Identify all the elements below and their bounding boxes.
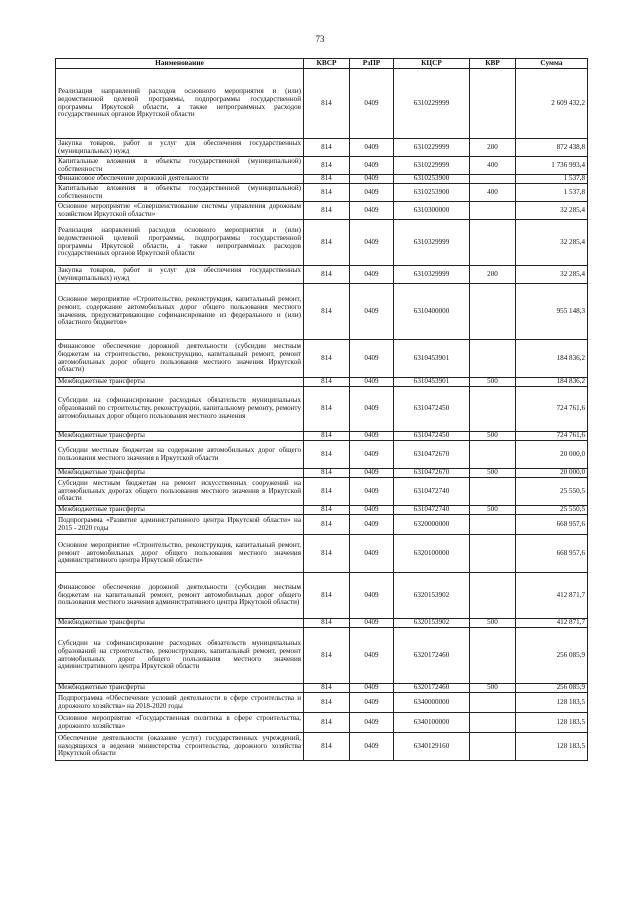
cell-rzpr: 0409: [350, 713, 394, 733]
cell-rzpr: 0409: [350, 441, 394, 469]
cell-sum: 25 550,5: [516, 478, 588, 506]
cell-rzpr: 0409: [350, 733, 394, 761]
cell-sum: 25 550,5: [516, 506, 588, 515]
budget-table: [55, 58, 588, 761]
cell-kvsr: 814: [304, 202, 350, 220]
cell-rzpr: 0409: [350, 478, 394, 506]
cell-sum: 128 183,5: [516, 733, 588, 761]
cell-name: Основное мероприятие «Строительство, реконструкция, капитальный ремонт, ремонт, содержание автомобильных дорог общего пользования местного значения, предусматривающие софинансирование из федерального и (или) областного бюджетов»: [56, 284, 304, 340]
table-row: [56, 157, 588, 175]
cell-name: Субсидии местным бюджетам на содержание автомобильных дорог общего пользования местного значения в Иркутской области: [56, 441, 304, 469]
page-number: 73: [315, 34, 325, 44]
cell-kcsr: 6310472670: [394, 441, 470, 469]
cell-name: Капитальные вложения в объекты государственной (муниципальной) собственности: [56, 184, 304, 202]
cell-kvsr: 814: [304, 478, 350, 506]
table-row: [56, 69, 588, 139]
cell-sum: 2 609 432,2: [516, 69, 588, 139]
cell-kcsr: 6310472670: [394, 469, 470, 478]
cell-kcsr: 6310453901: [394, 340, 470, 378]
cell-kvr: 500: [470, 432, 516, 441]
table-row: [56, 340, 588, 378]
cell-kvsr: 814: [304, 441, 350, 469]
cell-kvr: [470, 441, 516, 469]
cell-name: Межбюджетные трансферты: [56, 378, 304, 387]
table-row: [56, 175, 588, 184]
cell-kvr: [470, 478, 516, 506]
cell-kcsr: 6310229999: [394, 69, 470, 139]
table-row: [56, 387, 588, 432]
cell-rzpr: 0409: [350, 628, 394, 684]
header-sum: Сумма: [516, 59, 588, 69]
cell-name: Финансовое обеспечение дорожной деятельности: [56, 175, 304, 184]
cell-rzpr: 0409: [350, 378, 394, 387]
cell-name: Закупка товаров, работ и услуг для обеспечения государственных (муниципальных) нужд: [56, 266, 304, 284]
cell-kvr: 500: [470, 684, 516, 693]
cell-kvr: [470, 733, 516, 761]
cell-kvr: [470, 515, 516, 535]
cell-sum: 256 085,9: [516, 628, 588, 684]
cell-sum: 955 148,3: [516, 284, 588, 340]
cell-kcsr: 6320172460: [394, 628, 470, 684]
cell-rzpr: 0409: [350, 573, 394, 619]
table-row: [56, 619, 588, 628]
cell-rzpr: 0409: [350, 340, 394, 378]
cell-kcsr: 6310329999: [394, 266, 470, 284]
cell-name: Финансовое обеспечение дорожной деятельности (субсидии местным бюджетам на строительство, реконструкцию, капитальный ремонт, ремонт автомобильных дорог общего пользования местного значения Иркутской области): [56, 340, 304, 378]
cell-rzpr: 0409: [350, 157, 394, 175]
cell-kvr: [470, 693, 516, 713]
header-kvr: КВР: [470, 59, 516, 69]
cell-name: Межбюджетные трансферты: [56, 432, 304, 441]
cell-name: Межбюджетные трансферты: [56, 506, 304, 515]
cell-name: Межбюджетные трансферты: [56, 619, 304, 628]
cell-kvr: [470, 69, 516, 139]
cell-rzpr: 0409: [350, 175, 394, 184]
cell-name: Межбюджетные трансферты: [56, 469, 304, 478]
cell-name: Капитальные вложения в объекты государственной (муниципальной) собственности: [56, 157, 304, 175]
cell-kcsr: 6340000000: [394, 693, 470, 713]
cell-name: Субсидии местным бюджетам на ремонт искусственных сооружений на автомобильных дорогах общего пользования местного значения в Иркутской области: [56, 478, 304, 506]
cell-kcsr: 6320153902: [394, 573, 470, 619]
cell-rzpr: 0409: [350, 619, 394, 628]
cell-kvr: [470, 175, 516, 184]
cell-kvsr: 814: [304, 535, 350, 573]
cell-sum: 724 761,6: [516, 387, 588, 432]
cell-kcsr: 6320153902: [394, 619, 470, 628]
cell-sum: 20 000,0: [516, 469, 588, 478]
cell-kvr: 500: [470, 378, 516, 387]
cell-rzpr: 0409: [350, 684, 394, 693]
cell-name: Обеспечение деятельности (оказание услуг) государственных учреждений, находящихся в ведении министерства строительства, дорожного хозяйства Иркутской области: [56, 733, 304, 761]
table-row: [56, 378, 588, 387]
table-row: [56, 478, 588, 506]
cell-sum: 724 761,6: [516, 432, 588, 441]
cell-kvsr: 814: [304, 619, 350, 628]
cell-kcsr: 6310400000: [394, 284, 470, 340]
cell-rzpr: 0409: [350, 387, 394, 432]
cell-kcsr: 6340129160: [394, 733, 470, 761]
cell-rzpr: 0409: [350, 693, 394, 713]
cell-kvr: 400: [470, 184, 516, 202]
cell-kvsr: 814: [304, 628, 350, 684]
cell-kvsr: 814: [304, 69, 350, 139]
cell-kvsr: 814: [304, 573, 350, 619]
table-row: [56, 693, 588, 713]
cell-kvsr: 814: [304, 733, 350, 761]
cell-name: Реализация направлений расходов основного мероприятия и (или) ведомственной целевой программы, подпрограммы государственной программы Иркутской области, а также непрограммных расходов государственных органов Иркутской области: [56, 69, 304, 139]
cell-kvr: [470, 713, 516, 733]
cell-kvsr: 814: [304, 469, 350, 478]
cell-kvsr: 814: [304, 693, 350, 713]
cell-kvsr: 814: [304, 340, 350, 378]
cell-kcsr: 6320000000: [394, 515, 470, 535]
cell-rzpr: 0409: [350, 184, 394, 202]
cell-kcsr: 6310253900: [394, 175, 470, 184]
cell-kcsr: 6310472450: [394, 432, 470, 441]
cell-name: Субсидии на софинансирование расходных обязательств муниципальных образований по строительству, реконструкции, капитальному ремонту, ремонту автомобильных дорог общего пользования местного значения: [56, 387, 304, 432]
cell-rzpr: 0409: [350, 220, 394, 266]
table-row: [56, 184, 588, 202]
cell-kvr: [470, 340, 516, 378]
cell-name: Реализация направлений расходов основного мероприятия и (или) ведомственной целевой программы, подпрограммы государственной программы Иркутской области, а также непрограммных расходов государственных органов Иркутской области: [56, 220, 304, 266]
cell-kcsr: 6310472740: [394, 478, 470, 506]
cell-kcsr: 6310253900: [394, 184, 470, 202]
table-row: [56, 573, 588, 619]
cell-sum: 872 438,8: [516, 139, 588, 157]
table-row: [56, 432, 588, 441]
cell-name: Закупка товаров, работ и услуг для обеспечения государственных (муниципальных) нужд: [56, 139, 304, 157]
cell-kvr: [470, 628, 516, 684]
cell-kvr: [470, 202, 516, 220]
table-row: [56, 535, 588, 573]
cell-sum: 128 183,5: [516, 713, 588, 733]
cell-kvr: 500: [470, 506, 516, 515]
cell-kvsr: 814: [304, 515, 350, 535]
cell-rzpr: 0409: [350, 515, 394, 535]
header-rzpr: РзПР: [350, 59, 394, 69]
cell-kvsr: 814: [304, 284, 350, 340]
cell-sum: 256 085,9: [516, 684, 588, 693]
cell-sum: 668 957,6: [516, 515, 588, 535]
cell-kcsr: 6310472740: [394, 506, 470, 515]
cell-kcsr: 6310229999: [394, 139, 470, 157]
cell-kvsr: 814: [304, 378, 350, 387]
cell-name: Подпрограмма «Развитие административного центра Иркутской области» на 2015 - 2020 годы: [56, 515, 304, 535]
cell-sum: 668 957,6: [516, 535, 588, 573]
table-row: [56, 628, 588, 684]
cell-name: Межбюджетные трансферты: [56, 684, 304, 693]
cell-kcsr: 6310229999: [394, 157, 470, 175]
cell-rzpr: 0409: [350, 139, 394, 157]
cell-name: Подпрограмма «Обеспечение условий деятельности в сфере строительства и дорожного хозяйства» на 2018-2020 годы: [56, 693, 304, 713]
cell-sum: 1 537,8: [516, 175, 588, 184]
table-row: [56, 441, 588, 469]
cell-rzpr: 0409: [350, 432, 394, 441]
table-row: [56, 266, 588, 284]
cell-rzpr: 0409: [350, 202, 394, 220]
cell-kcsr: 6320172460: [394, 684, 470, 693]
cell-kvsr: 814: [304, 184, 350, 202]
cell-kvsr: 814: [304, 506, 350, 515]
cell-kvsr: 814: [304, 220, 350, 266]
cell-kvr: 400: [470, 157, 516, 175]
cell-name: Основное мероприятие «Совершенствование системы управления дорожным хозяйством Иркутской области»: [56, 202, 304, 220]
cell-kvsr: 814: [304, 387, 350, 432]
cell-name: Субсидии на софинансирование расходных обязательств муниципальных образований на строительство, реконструкцию, капитальный ремонт, ремонт автомобильных дорог общего пользования местного значения административного центра Иркутской области: [56, 628, 304, 684]
cell-kvr: [470, 220, 516, 266]
cell-sum: 184 836,2: [516, 378, 588, 387]
cell-kvsr: 814: [304, 713, 350, 733]
cell-kvr: 500: [470, 469, 516, 478]
cell-sum: 32 285,4: [516, 266, 588, 284]
table-row: [56, 684, 588, 693]
cell-name: Основное мероприятие «Строительство, реконструкция, капитальный ремонт, ремонт автомобильных дорог общего пользования местного значения административного центра Иркутской области»: [56, 535, 304, 573]
table-row: [56, 220, 588, 266]
cell-sum: 184 836,2: [516, 340, 588, 378]
cell-kcsr: 6340100000: [394, 713, 470, 733]
cell-kcsr: 6310300000: [394, 202, 470, 220]
cell-sum: 412 871,7: [516, 619, 588, 628]
table-row: [56, 733, 588, 761]
cell-rzpr: 0409: [350, 535, 394, 573]
cell-kcsr: 6320100000: [394, 535, 470, 573]
table-row: [56, 506, 588, 515]
cell-kvsr: 814: [304, 157, 350, 175]
cell-sum: 412 871,7: [516, 573, 588, 619]
cell-sum: 32 285,4: [516, 202, 588, 220]
cell-sum: 1 736 993,4: [516, 157, 588, 175]
cell-sum: 1 537,8: [516, 184, 588, 202]
table-row: [56, 139, 588, 157]
cell-rzpr: 0409: [350, 469, 394, 478]
cell-kvsr: 814: [304, 175, 350, 184]
cell-kcsr: 6310453901: [394, 378, 470, 387]
cell-kvsr: 814: [304, 432, 350, 441]
cell-name: Основное мероприятие «Государственная политика в сфере строительства, дорожного хозяйства»: [56, 713, 304, 733]
cell-kcsr: 6310329999: [394, 220, 470, 266]
cell-rzpr: 0409: [350, 506, 394, 515]
cell-kvr: 200: [470, 139, 516, 157]
cell-kvr: [470, 535, 516, 573]
cell-rzpr: 0409: [350, 284, 394, 340]
cell-kvr: [470, 387, 516, 432]
table-row: [56, 515, 588, 535]
cell-sum: 128 183,5: [516, 693, 588, 713]
cell-rzpr: 0409: [350, 266, 394, 284]
cell-sum: 20 000,0: [516, 441, 588, 469]
cell-kvr: [470, 573, 516, 619]
cell-sum: 32 285,4: [516, 220, 588, 266]
cell-name: Финансовое обеспечение дорожной деятельности (субсидии местным бюджетам на капитальный ремонт, ремонт автомобильных дорог общего пользования местного значения административного центра Иркутской области): [56, 573, 304, 619]
header-name: Наименование: [56, 59, 304, 69]
cell-kvsr: 814: [304, 266, 350, 284]
cell-kvsr: 814: [304, 139, 350, 157]
table-row: [56, 713, 588, 733]
table-row: [56, 202, 588, 220]
table-row: [56, 284, 588, 340]
cell-kvr: 200: [470, 266, 516, 284]
table-header-row: [56, 59, 588, 69]
table-row: [56, 469, 588, 478]
cell-kvsr: 814: [304, 684, 350, 693]
cell-rzpr: 0409: [350, 69, 394, 139]
cell-kvr: 500: [470, 619, 516, 628]
cell-kvr: [470, 284, 516, 340]
header-kcsr: КЦСР: [394, 59, 470, 69]
cell-kcsr: 6310472450: [394, 387, 470, 432]
header-kvsr: КВСР: [304, 59, 350, 69]
